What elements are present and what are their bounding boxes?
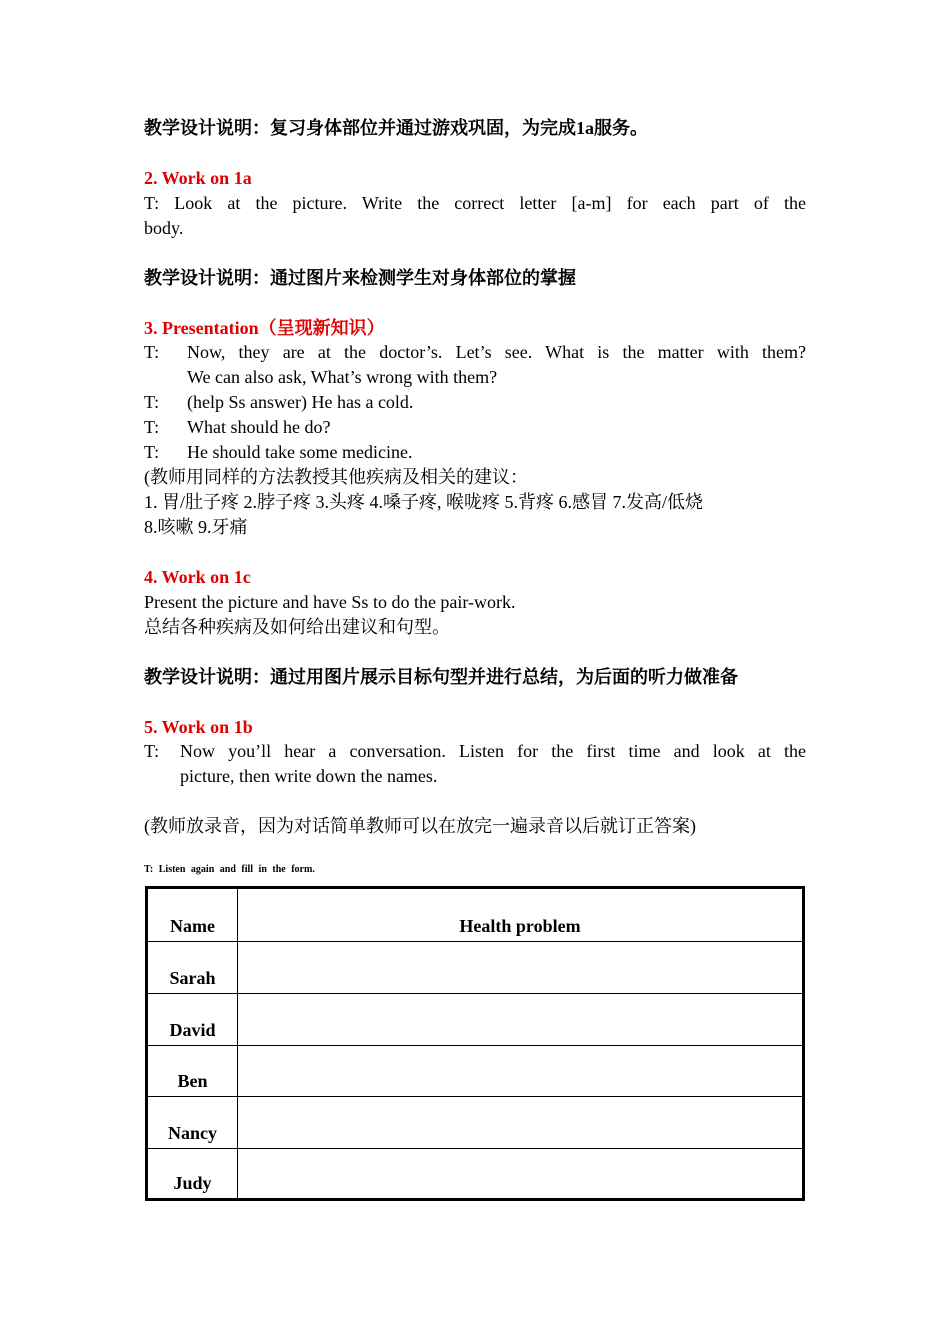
illness-list-1: 1. 胃/肚子疼 2.脖子疼 3.头疼 4.嗓子疼, 喉咙疼 5.背疼 6.感冒 7.发高/低烧 (144, 492, 703, 512)
dialogue-row (144, 739, 806, 789)
name-cell: Sarah (147, 942, 238, 994)
health-problem-cell[interactable] (238, 942, 804, 994)
section-3-heading: 3. Presentation（呈现新知识） (144, 318, 385, 338)
name-cell: Judy (147, 1149, 238, 1200)
dialogue-text: picture, then write down the names. (180, 766, 438, 786)
dialogue-text: What should he do? (187, 417, 331, 437)
table-row (147, 994, 804, 1046)
dialogue-row (144, 340, 806, 390)
table-row (147, 1149, 804, 1200)
health-problem-cell[interactable] (238, 1149, 804, 1200)
health-problem-cell[interactable] (238, 1097, 804, 1149)
table-row (147, 942, 804, 994)
health-problem-cell[interactable] (238, 994, 804, 1046)
dialogue-row (144, 390, 806, 415)
section-2-heading: 2. Work on 1a (144, 168, 252, 188)
dialogue-text: (help Ss answer) He has a cold. (187, 392, 414, 412)
dialogue-speaker: T: (144, 741, 160, 761)
design-note-1: 教学设计说明：复习身体部位并通过游戏巩固，为完成1a服务。 (144, 118, 648, 138)
dialogue-speaker: T: (144, 442, 160, 462)
health-problem-cell[interactable] (238, 1046, 804, 1097)
design-note-3: 教学设计说明：通过用图片展示目标句型并进行总结，为后面的听力做准备 (144, 667, 738, 687)
illness-list-2: 8.咳嗽 9.牙痛 (144, 517, 248, 537)
table-row (147, 1046, 804, 1097)
section-2-line-2: body. (144, 218, 184, 238)
header-health-problem: Health problem (238, 888, 804, 942)
dialogue-speaker: T: (144, 417, 160, 437)
section-4-line-1: Present the picture and have Ss to do the pair-work. (144, 592, 516, 612)
section-5-heading: 5. Work on 1b (144, 717, 253, 737)
table-header-row (147, 888, 804, 942)
health-problem-table (145, 886, 805, 1201)
dialogue-speaker: T: (144, 392, 160, 412)
dialogue-text: We can also ask, What’s wrong with them? (187, 367, 498, 387)
teacher-note: (教师用同样的方法教授其他疾病及相关的建议： (144, 467, 528, 487)
dialogue-text: Now you’ll hear a conversation. Listen for the first time and look at the (180, 741, 806, 761)
name-cell: David (147, 994, 238, 1046)
dialogue-row (144, 440, 806, 465)
dialogue-text: He should take some medicine. (187, 442, 413, 462)
design-note-2: 教学设计说明：通过图片来检测学生对身体部位的掌握 (144, 268, 576, 288)
name-cell: Ben (147, 1046, 238, 1097)
section-4-line-2: 总结各种疾病及如何给出建议和句型。 (144, 617, 450, 637)
name-cell: Nancy (147, 1097, 238, 1149)
header-name: Name (147, 888, 238, 942)
section-4-heading: 4. Work on 1c (144, 567, 251, 587)
form-instruction: T: Listen again and fill in the form. (144, 864, 315, 875)
section-2-line-1: T: Look at the picture. Write the correct letter [a-m] for each part of the (144, 193, 806, 213)
dialogue-speaker: T: (144, 342, 160, 362)
teacher-note: (教师放录音，因为对话简单教师可以在放完一遍录音以后就订正答案) (144, 816, 696, 836)
dialogue-row (144, 415, 806, 440)
table-row (147, 1097, 804, 1149)
dialogue-text: Now, they are at the doctor’s. Let’s see. What is the matter with them? (187, 342, 806, 362)
